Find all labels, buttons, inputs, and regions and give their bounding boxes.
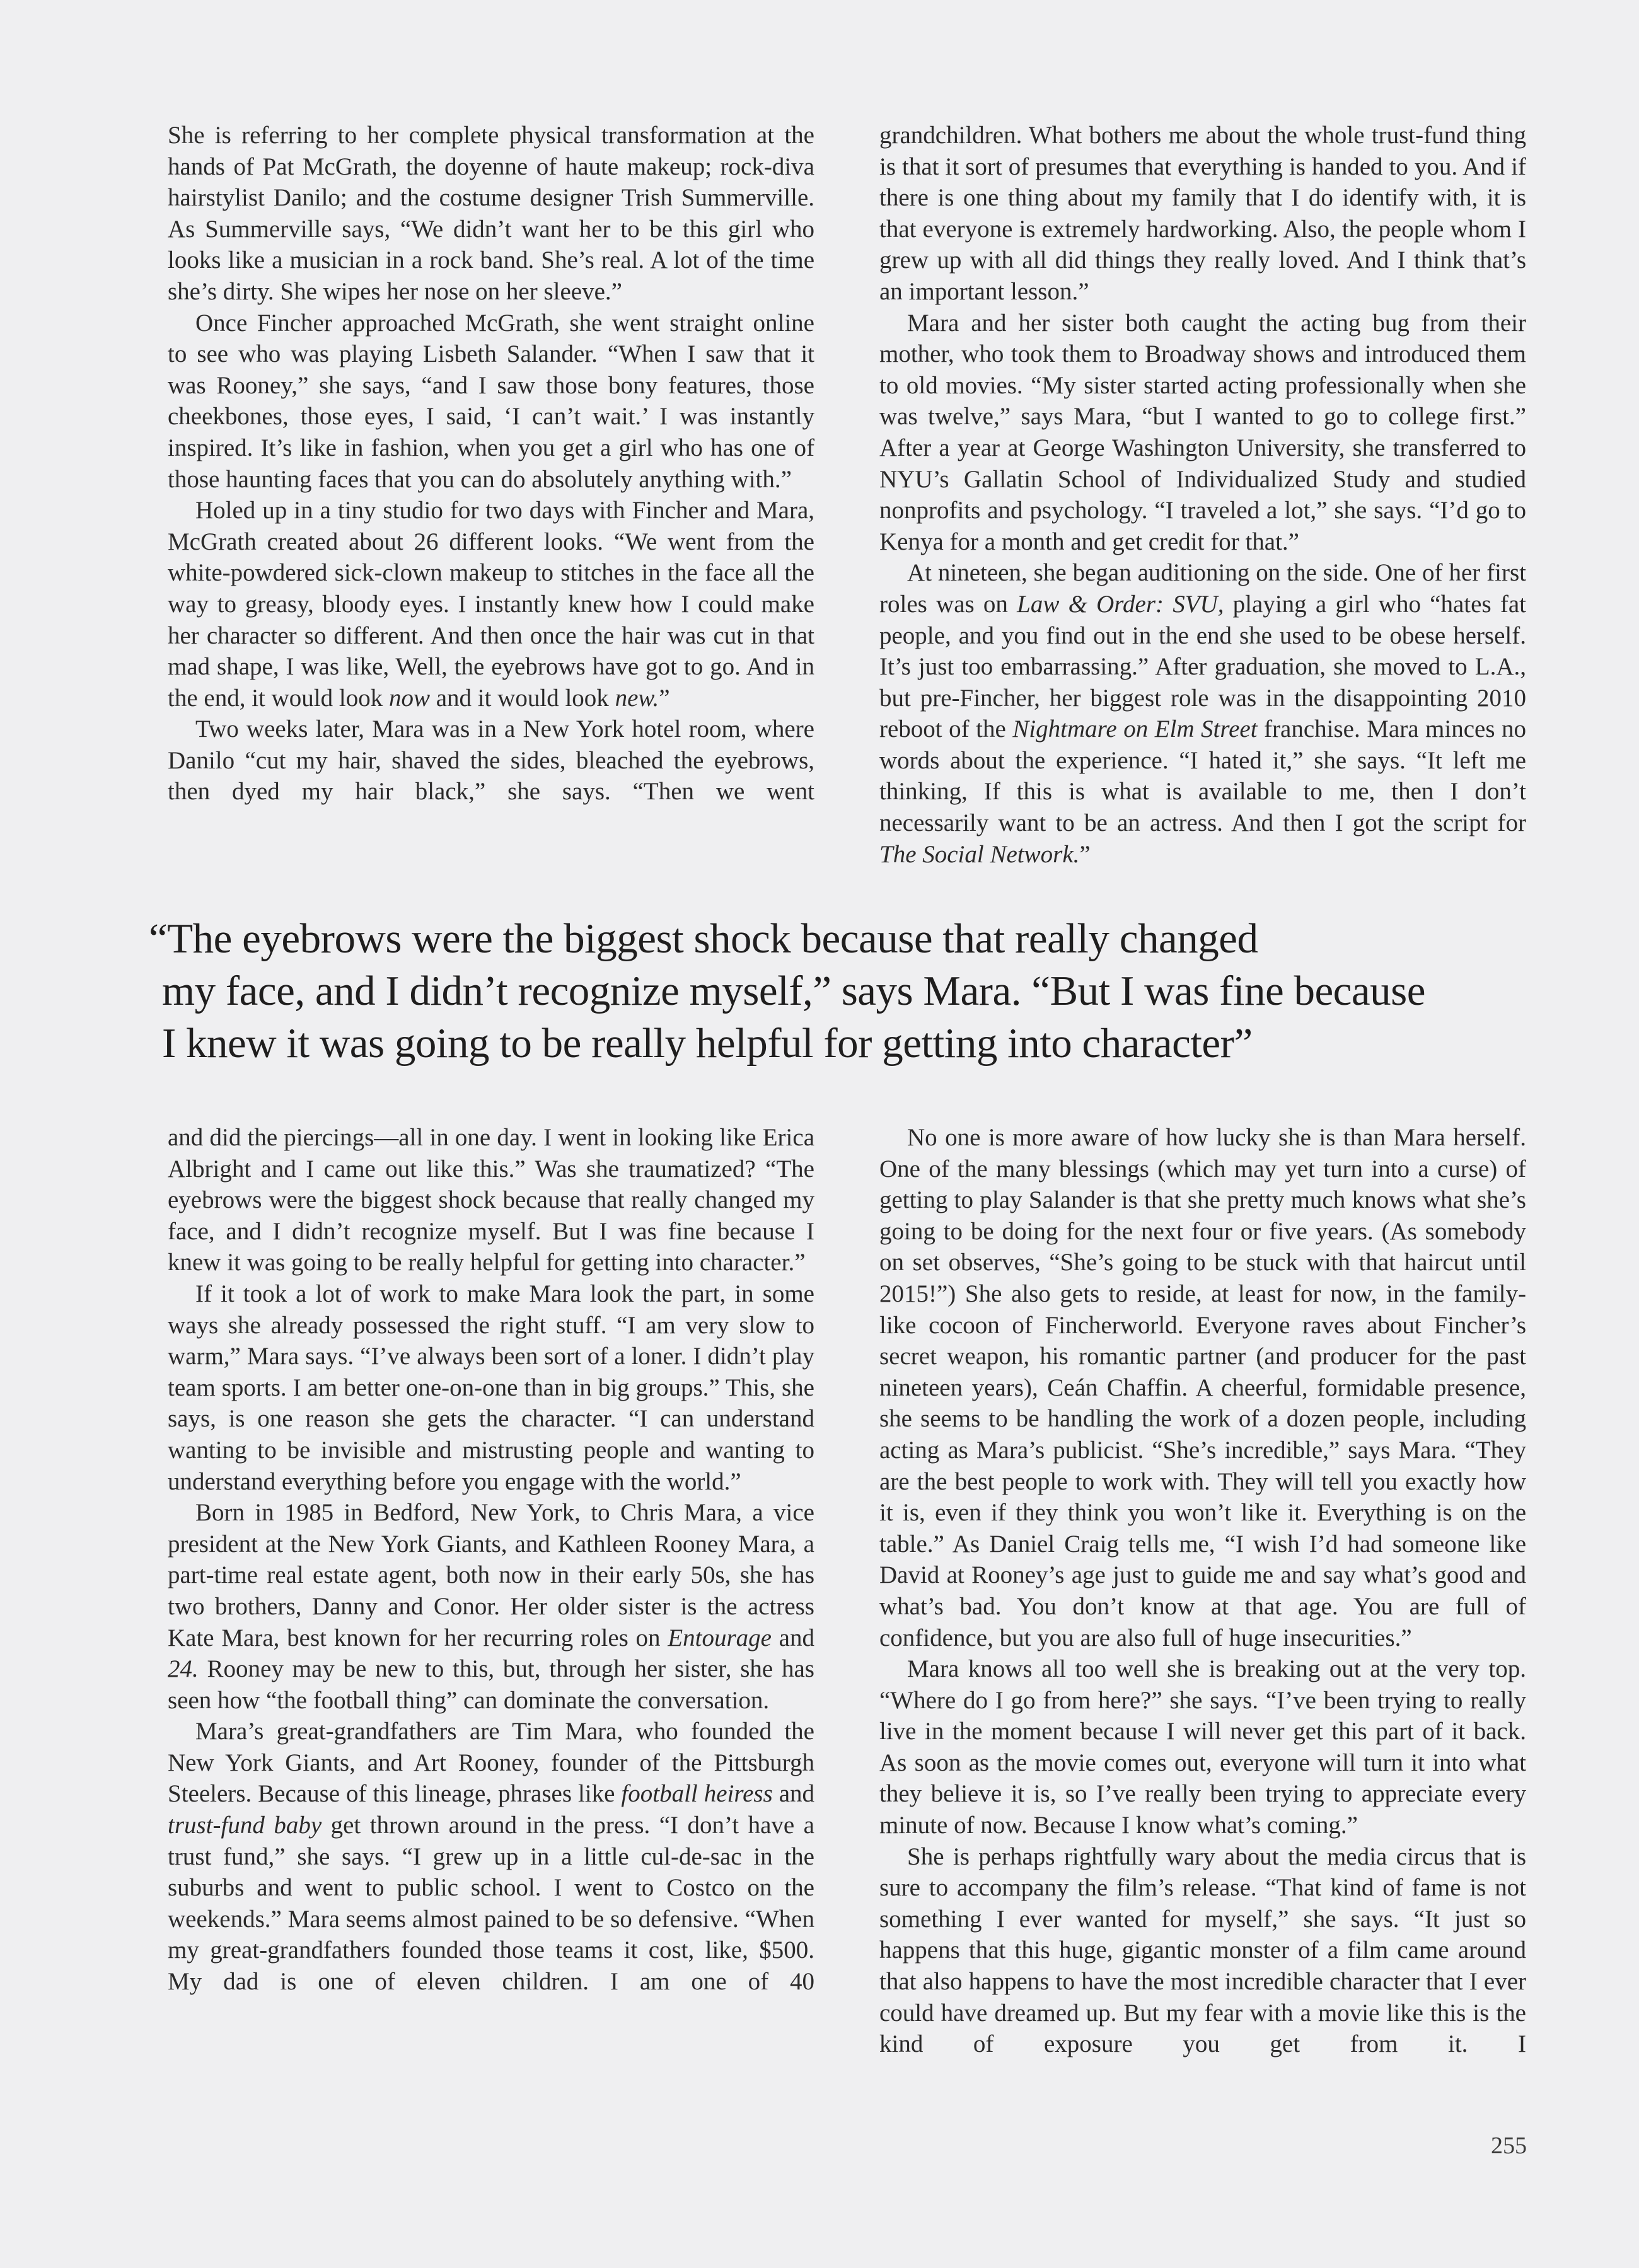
paragraph xyxy=(168,1497,814,1716)
text: Mara knows all too well she is breaking out at the very top. “Where do I go from here?” she says. “I’ve been trying to really live in the moment because I will never get this part of it back. As soon as the movie comes out, everyone will turn it into what they believe it is, so I’ve really been trying to appreciate every minute of now. Because I know what’s coming.” xyxy=(879,1655,1526,1839)
pull-quote xyxy=(149,913,1567,1070)
text: and xyxy=(772,1780,815,1808)
paragraph xyxy=(168,1122,814,1278)
text: playing a girl who “hates fat people, and you find out in the end she used to be obese herself. It’s just too embarrassing.” After graduation, she moved to L.A., but pre-Fincher, her biggest role was in the disappointing 2010 reboot of the xyxy=(879,590,1526,743)
paragraph xyxy=(879,120,1526,308)
paragraph xyxy=(879,557,1526,870)
italic-text: Nightmare on Elm Street xyxy=(1012,715,1258,743)
text: ” xyxy=(659,684,670,712)
paragraph xyxy=(879,1841,1526,2060)
pull-quote-line: I knew it was going to be really helpful for getting into character” xyxy=(162,1020,1253,1067)
pull-quote-line: my face, and I didn’t recognize myself,” says Mara. “But I was fine because xyxy=(162,968,1425,1014)
text: Two weeks later, Mara was in a New York hotel room, where Danilo “cut my hair, shaved the sides, bleached the eyebrows, then dyed my hair black,” she says. “Then we went xyxy=(168,715,814,806)
text: Rooney may be new to this, but, through her sister, she has seen how “the football thing” can dominate the conversation. xyxy=(168,1655,814,1714)
text: If it took a lot of work to make Mara look the part, in some ways she already possessed the right stuff. “I am very slow to warm,” Mara says. “I’ve always been sort of a loner. I didn’t play team sports. I am better one-on-one than in big groups.” This, she says, is one reason she gets the character. “I can understand wanting to be invisible and mistrusting people and wanting to understand everything before you engage with the world.” xyxy=(168,1280,814,1495)
text: She is perhaps rightfully wary about the media circus that is sure to accompany the film’s release. “That kind of fame is not something I ever wanted for myself,” she says. “It just so happens that this huge, gigantic monster of a film came around that also happens to have the most incredible character that I ever could have dreamed up. But my fear with a movie like this is the kind of exposure you get from it. I xyxy=(879,1843,1526,2058)
pull-quote-line: “The eyebrows were the biggest shock because that really changed xyxy=(149,915,1258,962)
paragraph xyxy=(879,308,1526,558)
italic-text: Entourage xyxy=(668,1624,772,1652)
column-top-right xyxy=(879,120,1526,870)
italic-text: Law & Order: SVU, xyxy=(1017,590,1224,618)
text: At nineteen, she began auditioning on the side. One of her first roles was on xyxy=(879,559,1526,618)
text: Mara’s great-grandfathers are Tim Mara, who founded the New York Giants, and Art Rooney, founder of the Pittsburgh Steelers. Because of this lineage, phrases like xyxy=(168,1718,814,1808)
text: and it would look xyxy=(429,684,615,712)
text: Mara and her sister both caught the acting bug from their mother, who took them to Broadway shows and introduced them to old movies. “My sister started acting professionally when she was twelve,” says Mara, “but I wanted to go to college first.” After a year at George Washington University, she transferred to NYU’s Gallatin School of Individualized Study and studied nonprofits and psychology. “I traveled a lot,” she says. “I’d go to Kenya for a month and get credit for that.” xyxy=(879,309,1526,555)
italic-text: trust-fund baby xyxy=(168,1812,322,1839)
paragraph xyxy=(168,495,814,714)
italic-text: 24. xyxy=(168,1655,199,1683)
text: grandchildren. What bothers me about the whole trust-fund thing is that it sort of presumes that everything is handed to you. And if there is one thing about my family that I do identify with, it is that everyone is extremely hardworking. Also, the people whom I grew up with all did things they really loved. And I think that’s an important lesson.” xyxy=(879,122,1526,305)
paragraph xyxy=(879,1653,1526,1841)
text: and did the piercings—all in one day. I went in looking like Erica Albright and I came out like this.” Was she traumatized? “The eyebrows were the biggest shock because that really changed my face, and I didn’t recognize myself. But I was fine because I knew it was going to be really helpful for getting into character.” xyxy=(168,1124,814,1276)
text: ” xyxy=(1079,840,1091,868)
page-number: 255 xyxy=(1491,2132,1527,2159)
text: and xyxy=(771,1624,814,1652)
paragraph xyxy=(168,1716,814,1997)
text: Holed up in a tiny studio for two days with Fincher and Mara, McGrath created about 26 different looks. “We went from the white-powdered sick-clown makeup to stitches in the face all the way to greasy, bloody eyes. I instantly knew how I could make her character so different. And then once the hair was cut in that mad shape, I was like, Well, the eyebrows have got to go. And in the end, it would look xyxy=(168,497,814,712)
italic-text: football heiress xyxy=(621,1780,773,1808)
paragraph xyxy=(168,120,814,308)
column-top-left xyxy=(168,120,814,807)
text: No one is more aware of how lucky she is than Mara herself. One of the many blessings (which may yet turn into a curse) of getting to play Salander is that she pretty much knows what she’s going to be doing for the next four or five years. (As somebody on set observes, “She’s going to be stuck with that haircut until 2015!”) She also gets to reside, at least for now, in the family-like cocoon of Fincherworld. Everyone raves about Fincher’s secret weapon, his romantic partner (and producer for the past nineteen years), Ceán Chaffin. A cheerful, formidable presence, she seems to be handling the work of a dozen people, including acting as Mara’s publicist. “She’s incredible,” says Mara. “They are the best people to work with. They will tell you exactly how it is, even if they think you won’t like it. Everything is on the table.” As Daniel Craig tells me, “I wish I’d had someone like David at Rooney’s age just to guide me and say what’s good and what’s bad. You don’t know at that age. You are full of confidence, but you are also full of huge insecurities.” xyxy=(879,1124,1526,1652)
paragraph xyxy=(879,1122,1526,1653)
paragraph xyxy=(168,714,814,807)
italic-text: The Social Network. xyxy=(879,840,1080,868)
column-bottom-right xyxy=(879,1122,1526,2060)
column-bottom-left xyxy=(168,1122,814,1998)
text: get thrown around in the press. “I don’t have a trust fund,” she says. “I grew up in a little cul-de-sac in the suburbs and went to public school. I went to Costco on the weekends.” Mara seems almost pained to be so defensive. “When my great-grandfathers founded those teams it cost, like, $500. My dad is one of eleven children. I am one of 40 xyxy=(168,1812,814,1996)
text: franchise. Mara minces no words about the experience. “I hated it,” she says. “It left me thinking, If this is what is available to me, then I don’t necessarily want to be an actress. And then I got the script for xyxy=(879,715,1527,837)
paragraph xyxy=(168,1278,814,1497)
italic-text: now xyxy=(388,684,430,712)
text: Born in 1985 in Bedford, New York, to Chris Mara, a vice president at the New York Giants, and Kathleen Rooney Mara, a part-time real estate agent, both now in their early 50s, she has two brothers, Danny and Conor. Her older sister is the actress Kate Mara, best known for her recurring roles on xyxy=(168,1499,814,1652)
text: She is referring to her complete physical transformation at the hands of Pat McGrath, the doyenne of haute makeup; rock-diva hairstylist Danilo; and the costume designer Trish Summerville. As Summerville says, “We didn’t want her to be this girl who looks like a musician in a rock band. She’s real. A lot of the time she’s dirty. She wipes her nose on her sleeve.” xyxy=(168,122,814,305)
italic-text: new. xyxy=(615,684,659,712)
text: Once Fincher approached McGrath, she went straight online to see who was playing Lisbeth Salander. “When I saw that it was Rooney,” she says, “and I saw those bony features, those cheekbones, those eyes, I said, ‘I can’t wait.’ I was instantly inspired. It’s like in fashion, when you get a girl who has one of those haunting faces that you can do absolutely anything with.” xyxy=(168,309,814,493)
paragraph xyxy=(168,308,814,495)
